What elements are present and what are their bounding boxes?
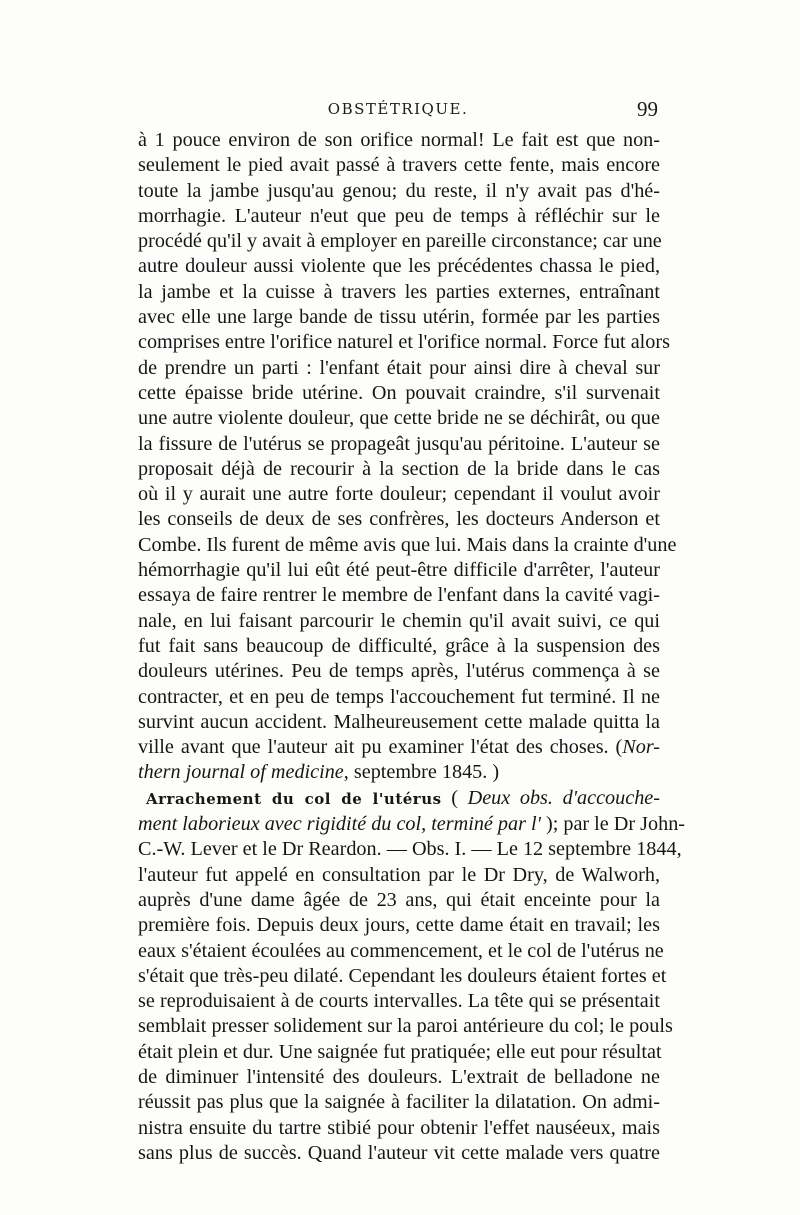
text-fragment: ville avant que l'auteur ait pu examiner l'état des choses. ( — [138, 736, 623, 759]
text-line: était plein et dur. Une saignée fut pratiquée; elle eut pour résultat — [138, 1040, 662, 1063]
text-line: de diminuer l'intensité des douleurs. L'extrait de belladone ne — [138, 1065, 660, 1088]
text-line: cette épaisse bride utérine. On pouvait craindre, s'il survenait — [138, 381, 660, 404]
journal-name: Nor- — [622, 736, 660, 759]
section-subtitle: Deux obs. d'accouche- — [467, 786, 660, 809]
text-line: avec elle une large bande de tissu utérin, formée par les parties — [138, 306, 660, 329]
text-line: s'était que très-peu dilaté. Cependant les douleurs étaient fortes et — [138, 964, 667, 987]
text-line: autre douleur aussi violente que les précédentes chassa le pied, — [138, 255, 660, 278]
text-line: Combe. Ils furent de même avis que lui. Mais dans la crainte d'une — [138, 533, 677, 556]
text-line — [138, 760, 660, 785]
text-line: fut fait sans beaucoup de difficulté, grâce à la suspension des — [138, 634, 660, 657]
text-line: nale, en lui faisant parcourir le chemin qu'il avait suivi, ce qui — [138, 609, 660, 632]
text-line: l'auteur fut appelé en consultation par le Dr Dry, de Walworh, — [138, 863, 660, 886]
text-line: eaux s'étaient écoulées au commencement, et le col de l'utérus ne — [138, 939, 664, 962]
journal-name-cont: thern journal of medicine — [138, 761, 344, 784]
section-heading: Arrachement du col de l'utérus — [146, 789, 442, 808]
text-line: à 1 pouce environ de son orifice normal! Le fait est que non- — [138, 129, 660, 151]
text-line: douleurs utérines. Peu de temps après, l'utérus commença à se — [138, 660, 660, 683]
running-title: OBSTÉTRIQUE. — [327, 100, 469, 118]
text-line: essaya de faire rentrer le membre de l'enfant dans la cavité vagi- — [138, 584, 660, 607]
text-line: les conseils de deux de ses confrères, les docteurs Anderson et — [138, 508, 660, 531]
section-subtitle-cont: ment laborieux avec rigidité du col, terminé par l' — [138, 813, 541, 836]
text-line — [138, 735, 660, 760]
text-line: seulement le pied avait passé à travers cette fente, mais encore — [138, 154, 660, 177]
text-line: C.-W. Lever et le Dr Reardon. — Obs. I. — Le 12 septembre 1844, — [138, 838, 682, 861]
text-line: auprès d'une dame âgée de 23 ans, qui était enceinte pour la — [138, 888, 660, 911]
body-text — [138, 128, 686, 1166]
text-line: comprises entre l'orifice naturel et l'orifice normal. Force fut alors — [138, 331, 670, 354]
text-line: la jambe et la cuisse à travers les parties externes, entraînant — [138, 280, 660, 303]
text-fragment: ( — [441, 786, 468, 809]
text-line: où il y aurait une autre forte douleur; cependant il voulut avoir — [138, 483, 660, 506]
text-fragment: ); par le Dr John- — [540, 813, 686, 836]
text-line: une autre violente douleur, que cette bride ne se déchirât, ou que — [138, 407, 660, 430]
text-line: procédé qu'il y avait à employer en pareille circonstance; car une — [138, 230, 662, 253]
text-line: première fois. Depuis deux jours, cette dame était en travail; les — [138, 914, 660, 937]
text-line: contracter, et en peu de temps l'accouchement fut terminé. Il ne — [138, 685, 660, 708]
text-line: de prendre un parti : l'enfant était pour ainsi dire à cheval sur — [138, 356, 660, 379]
text-line: la fissure de l'utérus se propageât jusqu'au péritoine. L'auteur se — [138, 432, 660, 455]
page-number: 99 — [637, 97, 658, 121]
text-line: morrhagie. L'auteur n'eut que peu de temps à réfléchir sur le — [138, 204, 660, 227]
text-line: semblait presser solidement sur la paroi antérieure du col; le pouls — [138, 1015, 673, 1038]
text-line: hémorrhagie qu'il lui eût été peut-être difficile d'arrêter, l'auteur — [138, 559, 660, 582]
page-header — [138, 97, 658, 126]
text-line: proposait déjà de recourir à la section de la bride dans le cas — [138, 457, 660, 480]
section-heading-line — [138, 786, 660, 812]
text-line: toute la jambe jusqu'au genou; du reste, il n'y avait pas d'hé- — [138, 179, 660, 202]
text-line: sans plus de succès. Quand l'auteur vit cette malade vers quatre — [138, 1141, 660, 1164]
text-line — [138, 812, 686, 837]
text-line: réussit pas plus que la saignée à faciliter la dilatation. On admi- — [138, 1091, 660, 1114]
citation-date: , septembre 1845. ) — [343, 761, 500, 784]
text-line: se reproduisaient à de courts intervalles. La tête qui se présentait — [138, 990, 660, 1013]
text-line: survint aucun accident. Malheureusement cette malade quitta la — [138, 710, 660, 733]
text-line: nistra ensuite du tartre stibié pour obtenir l'effet nauséeux, mais — [138, 1116, 660, 1139]
